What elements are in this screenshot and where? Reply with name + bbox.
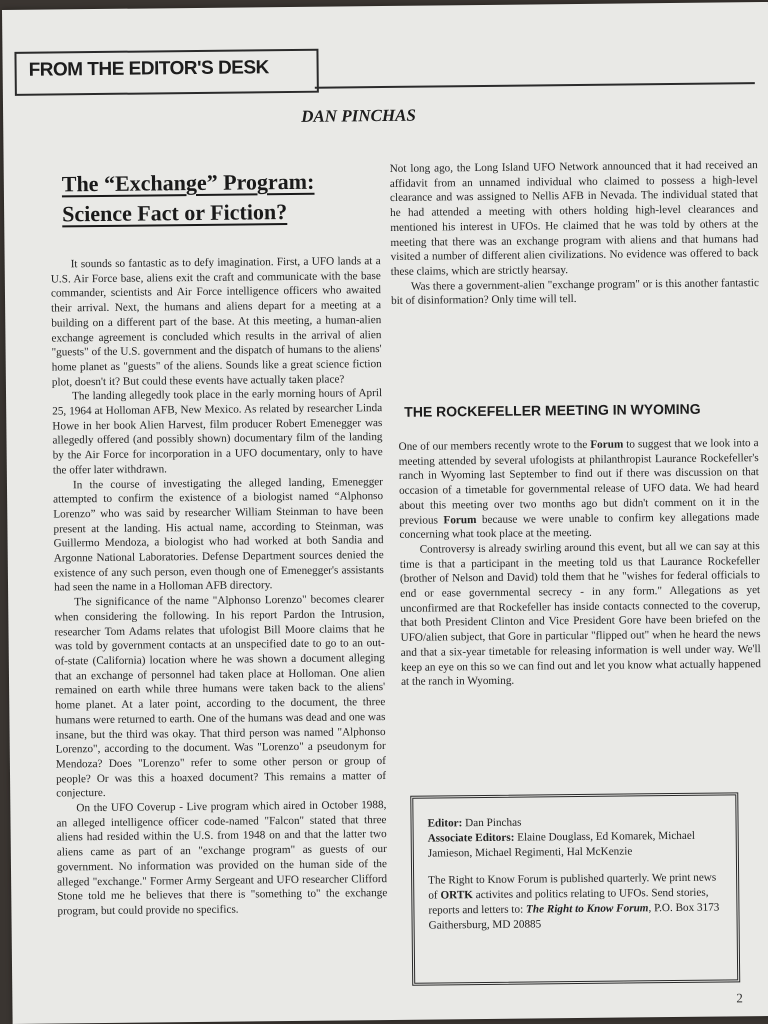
- rockefeller-article: [399, 436, 762, 690]
- paragraph: The significance of the name "Alphonso Lorenzo" becomes clearer when considering the following. In his report Pardon the Intrusion, researcher Tom Adams relates that ufologist Bill Moore claims that he was told by government contacts at an unspecified date to go to an out-of-state (California) location where he was shown a document alleging that an exchange of personnel had taken place at Holloman. One alien remained on earth while three humans were taken back to the aliens' home planet. At a later point, according to the document, the three humans were returned to earth. One of the humans was dead and one was insane, but the third was okay. That third person was named "Alphonso Lorenzo", according to the document. Was "Lorenzo" a pseudonym for Mendoza? Does "Lorenzo" refer to some other person or group of people? Or was this a hoaxed document? This remains a matter of conjecture.: [54, 593, 387, 800]
- text-run: to suggest that we look into a meeting attended by several ufologists at philanthropist Laurance Rockefeller's ranch in Wyoming last September to find out if there was discussion on that occasion of a timetable for governmental release of UFO data. We had heard about this meeting over two months ago but didn't comment on it in the previous: [398, 437, 760, 527]
- paragraph: Controversy is already swirling around this event, but all we can say at this time is that a participant in the meeting told us that Laurance Rockefeller (brother of Nelson and David) told them that he "wishes for federal officials to end or ease governmental secrecy - in any form." Allegations as yet unconfirmed are that Rockefeller has inside contacts connected to the coverup, that both President Clinton and Vice President Gore have been briefed on the UFO/alien subject, that Gore in particular "flipped out" when he heard the news and that a six-year timetable for releasing information is well under way. We'll keep an eye on this so we can find out and let you know what actually happened at the ranch in Wyoming.: [399, 540, 761, 689]
- masthead-text: [427, 813, 728, 933]
- rockefeller-heading: THE ROCKEFELLER MEETING IN WYOMING: [404, 400, 701, 420]
- editor-name: Dan Pinchas: [462, 816, 522, 830]
- paragraph: It sounds so fantastic as to defy imagination. First, a UFO lands at a U.S. Air Force base, aliens exit the craft and communicate with the base commander, scientists and Air Force intelligence officers who awaited their arrival. Next, the humans and aliens depart for a meeting at a building on a different part of the base. At this meeting, a human-alien exchange agreement is concluded which results in the arrival of alien "guests" of the U.S. government and the dispatch of humans to the aliens' home planet as "guests" of the aliens. Sounds like a great science fiction plot, doesn't it? But could these events have actually taken place?: [50, 255, 382, 389]
- article-title-line-2: Science Fact or Fiction?: [62, 199, 288, 227]
- article-title-line-1: The “Exchange” Program:: [61, 168, 315, 197]
- text-run: The Right to Know Forum is published quarterly. We print news of: [428, 871, 717, 902]
- paragraph: In the course of investigating the alleged landing, Emenegger attempted to confirm the existence of a biologist named “Alphonso Lorenzo” who was said by researcher William Steinman to have been present at the landing. His actual name, according to Steinman, was Guillermo Mendoza, a biologist who had worked at both Sandia and Argonne National Laboratories. Defense Department sources denied the existence of any such person, even though one of Emenegger's assistants had seen the name in a Holloman AFB directory.: [53, 475, 384, 594]
- page-number: 2: [736, 990, 743, 1006]
- text-run: activites and politics relating to UFOs. Send stories, reports and letters to:: [428, 886, 709, 917]
- associate-editors-label: Associate Editors:: [427, 831, 515, 845]
- paragraph: Was there a government-alien "exchange program" or is this another fantastic bit of disinformation? Only time will tell.: [391, 276, 759, 308]
- byline: DAN PINCHAS: [301, 105, 417, 126]
- publication-info: [428, 870, 729, 933]
- right-column-top: [390, 158, 760, 309]
- left-column: [51, 254, 388, 919]
- associate-editors-line: [428, 828, 728, 861]
- paragraph: [399, 436, 760, 543]
- editor-label: Editor:: [427, 817, 463, 830]
- masthead-box: [410, 792, 740, 985]
- paragraph: On the UFO Coverup - Live program which aired in October 1988, an alleged intelligence officer code-named "Falcon" stated that three aliens had resided within the U.S. from 1948 on and that the latter two aliens came as part of an "exchange program" as guests of our government. No information was provided on the human side of the alleged "exchange." Former Army Sergeant and UFO researcher Clifford Stone told me he believes that there is "something to" the exchange program, but could provide no specifics.: [56, 799, 388, 918]
- header-rule: [315, 82, 755, 89]
- text-run: One of our members recently wrote to the: [398, 438, 591, 453]
- paragraph: Not long ago, the Long Island UFO Network announced that it had received an affidavit from an unnamed individual who claimed to possess a high-level clearance and was assigned to Nellis AFB in Nevada. The individual stated that he had attended a meeting with others holding high-level clearances and mentioned his interest in UFOs. He claimed that he was told by others at the meeting that there was an exchange program with aliens and that humans had visited a number of different alien civilizations. No evidence was offered to back these claims, which are strictly hearsay.: [389, 159, 759, 278]
- section-header-label: FROM THE EDITOR'S DESK: [28, 57, 269, 81]
- forum-name: Forum: [443, 513, 477, 526]
- article-title: [62, 167, 315, 230]
- associate-editors-names: Elaine Douglass, Ed Komarek, Michael Jamieson, Michael Regimenti, Hal McKenzie: [427, 829, 695, 860]
- newsletter-page: [2, 2, 768, 1024]
- mailing-address: , P.O. Box 3173 Gaithersburg, MD 20885: [428, 901, 720, 932]
- ortk-name: ORTK: [440, 889, 474, 902]
- forum-name: Forum: [590, 438, 624, 451]
- text-run: because we were unable to confirm key allegations made concerning what took place at the meeting.: [399, 510, 760, 542]
- publication-title: The Right to Know Forum: [525, 902, 649, 916]
- section-header-box: [14, 49, 318, 96]
- paragraph: The landing allegedly took place in the early morning hours of April 25, 1964 at Holloman AFB, New Mexico. As related by researcher Linda Howe in her book Alien Harvest, film producer Robert Emenegger was allegedly offered (and possibly shown) documentary film of the landing by the Air Force for incorporation in a UFO documentary, only to have the offer later withdrawn.: [52, 387, 383, 477]
